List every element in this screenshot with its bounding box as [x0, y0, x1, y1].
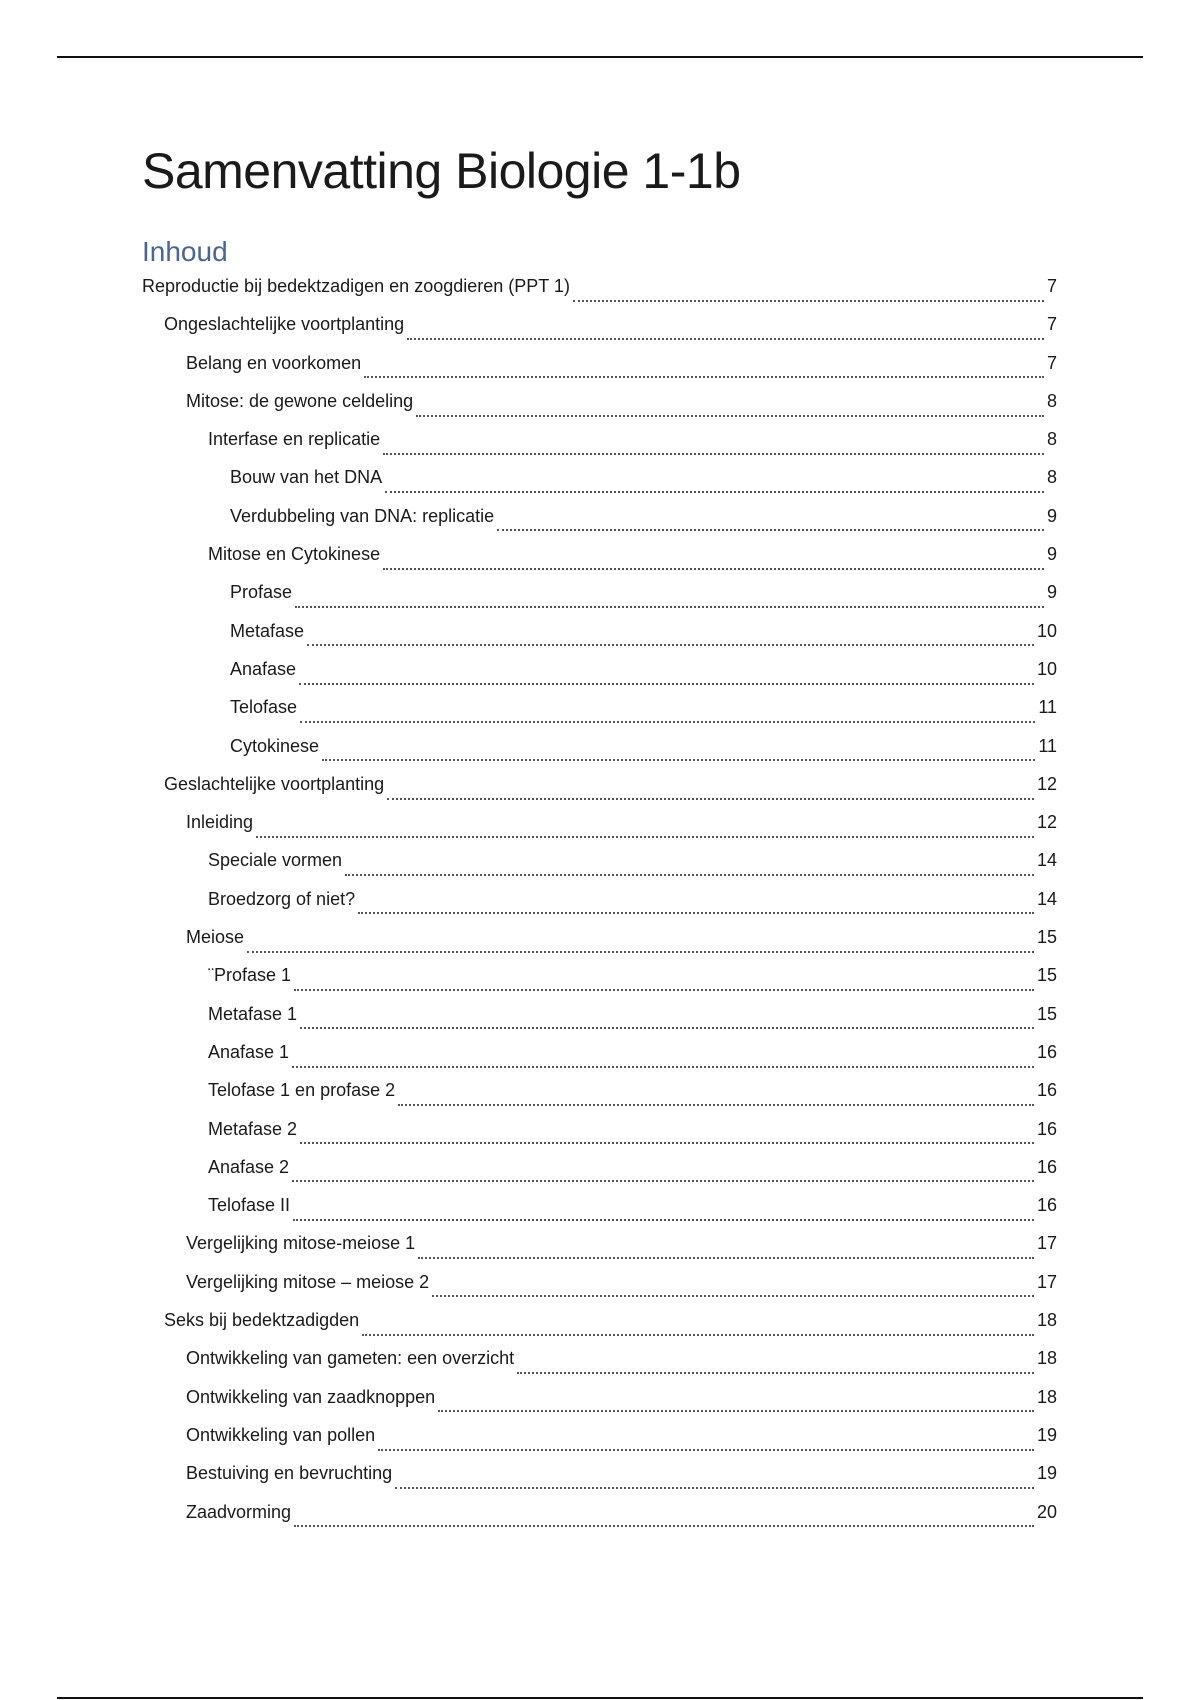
- toc-entry-page-number: 8: [1046, 467, 1057, 488]
- toc-entry-page-number: 15: [1036, 1003, 1057, 1024]
- toc-dot-leader: [292, 1065, 1034, 1068]
- toc-entry-label: Telofase II: [208, 1195, 291, 1216]
- toc-entry-page-number: 11: [1038, 697, 1057, 718]
- toc-entry-page-number: 19: [1036, 1463, 1057, 1484]
- toc-entry-page-number: 18: [1036, 1386, 1057, 1407]
- toc-entry-page-number: 9: [1046, 544, 1057, 565]
- toc-entry-page-number: 7: [1046, 276, 1057, 296]
- toc-entry[interactable]: [142, 429, 1057, 467]
- toc-entry[interactable]: [142, 1463, 1057, 1501]
- toc-entry-label: Reproductie bij bedektzadigen en zoogdieren (PPT 1): [142, 276, 570, 296]
- toc-dot-leader: [383, 567, 1044, 570]
- toc-entry[interactable]: [142, 850, 1057, 888]
- toc-entry[interactable]: [142, 889, 1057, 927]
- toc-entry[interactable]: [142, 1004, 1057, 1042]
- toc-entry[interactable]: [142, 659, 1057, 697]
- toc-entry[interactable]: [142, 736, 1057, 774]
- footer-rule: [57, 1697, 1143, 1699]
- toc-dot-leader: [395, 1486, 1034, 1489]
- toc-entry[interactable]: [142, 1080, 1057, 1118]
- toc-dot-leader: [322, 758, 1035, 761]
- toc-entry[interactable]: [142, 1119, 1057, 1157]
- toc-entry[interactable]: [142, 1310, 1057, 1348]
- toc-dot-leader: [300, 1141, 1034, 1144]
- toc-entry-page-number: 17: [1036, 1233, 1057, 1254]
- toc-entry-label: ¨Profase 1: [208, 965, 292, 986]
- toc-entry-label: Belang en voorkomen: [186, 352, 362, 373]
- toc-entry[interactable]: [142, 774, 1057, 812]
- header-rule: [57, 56, 1143, 58]
- toc-entry-label: Metafase 2: [208, 1118, 298, 1139]
- toc-entry[interactable]: [142, 1387, 1057, 1425]
- toc-entry-page-number: 18: [1036, 1348, 1057, 1369]
- toc-entry-label: Metafase: [230, 620, 305, 641]
- toc-dot-leader: [364, 375, 1044, 378]
- toc-entry-page-number: 18: [1036, 1310, 1057, 1331]
- toc-dot-leader: [387, 797, 1034, 800]
- toc-entry[interactable]: [142, 1425, 1057, 1463]
- toc-entry-label: Mitose: de gewone celdeling: [186, 390, 414, 411]
- toc-entry-label: Telofase 1 en profase 2: [208, 1080, 396, 1101]
- toc-dot-leader: [362, 1333, 1034, 1336]
- toc-entry-label: Broedzorg of niet?: [208, 888, 356, 909]
- toc-entry-page-number: 11: [1038, 735, 1057, 756]
- toc-entry-label: Inleiding: [186, 812, 254, 833]
- toc-entry-label: Speciale vormen: [208, 850, 343, 871]
- toc-entry-page-number: 16: [1036, 1041, 1057, 1062]
- toc-entry-page-number: 16: [1036, 1156, 1057, 1177]
- toc-entry-page-number: 20: [1036, 1501, 1057, 1522]
- toc-entry-label: Metafase 1: [208, 1003, 298, 1024]
- toc-entry[interactable]: [142, 276, 1057, 314]
- toc-dot-leader: [497, 528, 1044, 531]
- toc-dot-leader: [256, 835, 1034, 838]
- toc-entry-label: Verdubbeling van DNA: replicatie: [230, 505, 495, 526]
- toc-entry-label: Ontwikkeling van zaadknoppen: [186, 1386, 436, 1407]
- toc-entry[interactable]: [142, 1233, 1057, 1271]
- toc-entry-label: Anafase: [230, 658, 297, 679]
- toc-entry-page-number: 8: [1046, 429, 1057, 450]
- toc-entry-page-number: 15: [1036, 965, 1057, 986]
- toc-dot-leader: [292, 1179, 1034, 1182]
- toc-entry[interactable]: [142, 467, 1057, 505]
- toc-entry-label: Anafase 1: [208, 1041, 290, 1062]
- toc-entry-label: Telofase: [230, 697, 298, 718]
- toc-entry-label: Interfase en replicatie: [208, 429, 381, 450]
- toc-dot-leader: [294, 988, 1034, 991]
- toc-entry-label: Ontwikkeling van pollen: [186, 1424, 376, 1445]
- toc-dot-leader: [345, 873, 1034, 876]
- toc-entry-label: Profase: [230, 582, 293, 603]
- toc-dot-leader: [294, 1524, 1034, 1527]
- toc-entry-label: Cytokinese: [230, 735, 320, 756]
- toc-entry[interactable]: [142, 582, 1057, 620]
- toc-dot-leader: [378, 1448, 1034, 1451]
- toc-entry[interactable]: [142, 314, 1057, 352]
- toc-entry[interactable]: [142, 1502, 1057, 1540]
- table-of-contents: [142, 276, 1057, 1540]
- toc-entry-label: Seks bij bedektzadigden: [164, 1310, 360, 1331]
- toc-entry[interactable]: [142, 697, 1057, 735]
- toc-dot-leader: [358, 911, 1034, 914]
- toc-entry[interactable]: [142, 391, 1057, 429]
- toc-entry-page-number: 16: [1036, 1118, 1057, 1139]
- toc-entry[interactable]: [142, 353, 1057, 391]
- toc-dot-leader: [418, 1256, 1034, 1259]
- toc-dot-leader: [300, 720, 1035, 723]
- toc-entry-page-number: 9: [1046, 582, 1057, 603]
- toc-entry-page-number: 16: [1036, 1080, 1057, 1101]
- toc-entry-page-number: 7: [1046, 314, 1057, 335]
- toc-entry[interactable]: [142, 621, 1057, 659]
- toc-entry-label: Mitose en Cytokinese: [208, 544, 381, 565]
- toc-entry-page-number: 7: [1046, 352, 1057, 373]
- toc-entry-page-number: 14: [1036, 850, 1057, 871]
- toc-entry-label: Ontwikkeling van gameten: een overzicht: [186, 1348, 515, 1369]
- toc-entry[interactable]: [142, 1348, 1057, 1386]
- toc-entry-page-number: 19: [1036, 1424, 1057, 1445]
- toc-entry-label: Geslachtelijke voortplanting: [164, 773, 385, 794]
- toc-entry-page-number: 9: [1046, 505, 1057, 526]
- toc-entry-label: Bouw van het DNA: [230, 467, 383, 488]
- toc-entry-page-number: 16: [1036, 1195, 1057, 1216]
- toc-entry-page-number: 12: [1036, 812, 1057, 833]
- toc-entry[interactable]: [142, 965, 1057, 1003]
- toc-entry-label: Zaadvorming: [186, 1501, 292, 1522]
- toc-dot-leader: [300, 1026, 1034, 1029]
- toc-dot-leader: [517, 1371, 1034, 1374]
- toc-heading: Inhoud: [142, 236, 228, 267]
- toc-entry-page-number: 15: [1036, 927, 1057, 948]
- toc-dot-leader: [385, 490, 1044, 493]
- toc-entry[interactable]: [142, 1042, 1057, 1080]
- toc-entry[interactable]: [142, 812, 1057, 850]
- toc-dot-leader: [295, 605, 1044, 608]
- document-title: Samenvatting Biologie 1-1b: [142, 143, 741, 199]
- toc-entry-page-number: 17: [1036, 1271, 1057, 1292]
- toc-entry-label: Anafase 2: [208, 1156, 290, 1177]
- toc-entry-page-number: 10: [1036, 658, 1057, 679]
- toc-entry[interactable]: [142, 927, 1057, 965]
- toc-entry-label: Vergelijking mitose – meiose 2: [186, 1271, 430, 1292]
- toc-dot-leader: [438, 1409, 1034, 1412]
- toc-dot-leader: [407, 337, 1044, 340]
- toc-entry-label: Ongeslachtelijke voortplanting: [164, 314, 405, 335]
- toc-entry[interactable]: [142, 1195, 1057, 1233]
- toc-entry-label: Meiose: [186, 927, 245, 948]
- toc-dot-leader: [299, 682, 1034, 685]
- toc-entry[interactable]: [142, 544, 1057, 582]
- toc-dot-leader: [383, 452, 1044, 455]
- toc-dot-leader: [573, 299, 1044, 302]
- toc-dot-leader: [307, 643, 1034, 646]
- toc-entry-label: Vergelijking mitose-meiose 1: [186, 1233, 416, 1254]
- toc-dot-leader: [432, 1294, 1034, 1297]
- toc-dot-leader: [247, 950, 1034, 953]
- toc-dot-leader: [416, 414, 1044, 417]
- toc-entry-page-number: 8: [1046, 390, 1057, 411]
- toc-entry[interactable]: [142, 1272, 1057, 1310]
- toc-entry[interactable]: [142, 506, 1057, 544]
- toc-dot-leader: [398, 1103, 1034, 1106]
- toc-entry[interactable]: [142, 1157, 1057, 1195]
- toc-entry-page-number: 14: [1036, 888, 1057, 909]
- toc-entry-label: Bestuiving en bevruchting: [186, 1463, 393, 1484]
- toc-dot-leader: [293, 1218, 1034, 1221]
- toc-entry-page-number: 10: [1036, 620, 1057, 641]
- toc-entry-page-number: 12: [1036, 773, 1057, 794]
